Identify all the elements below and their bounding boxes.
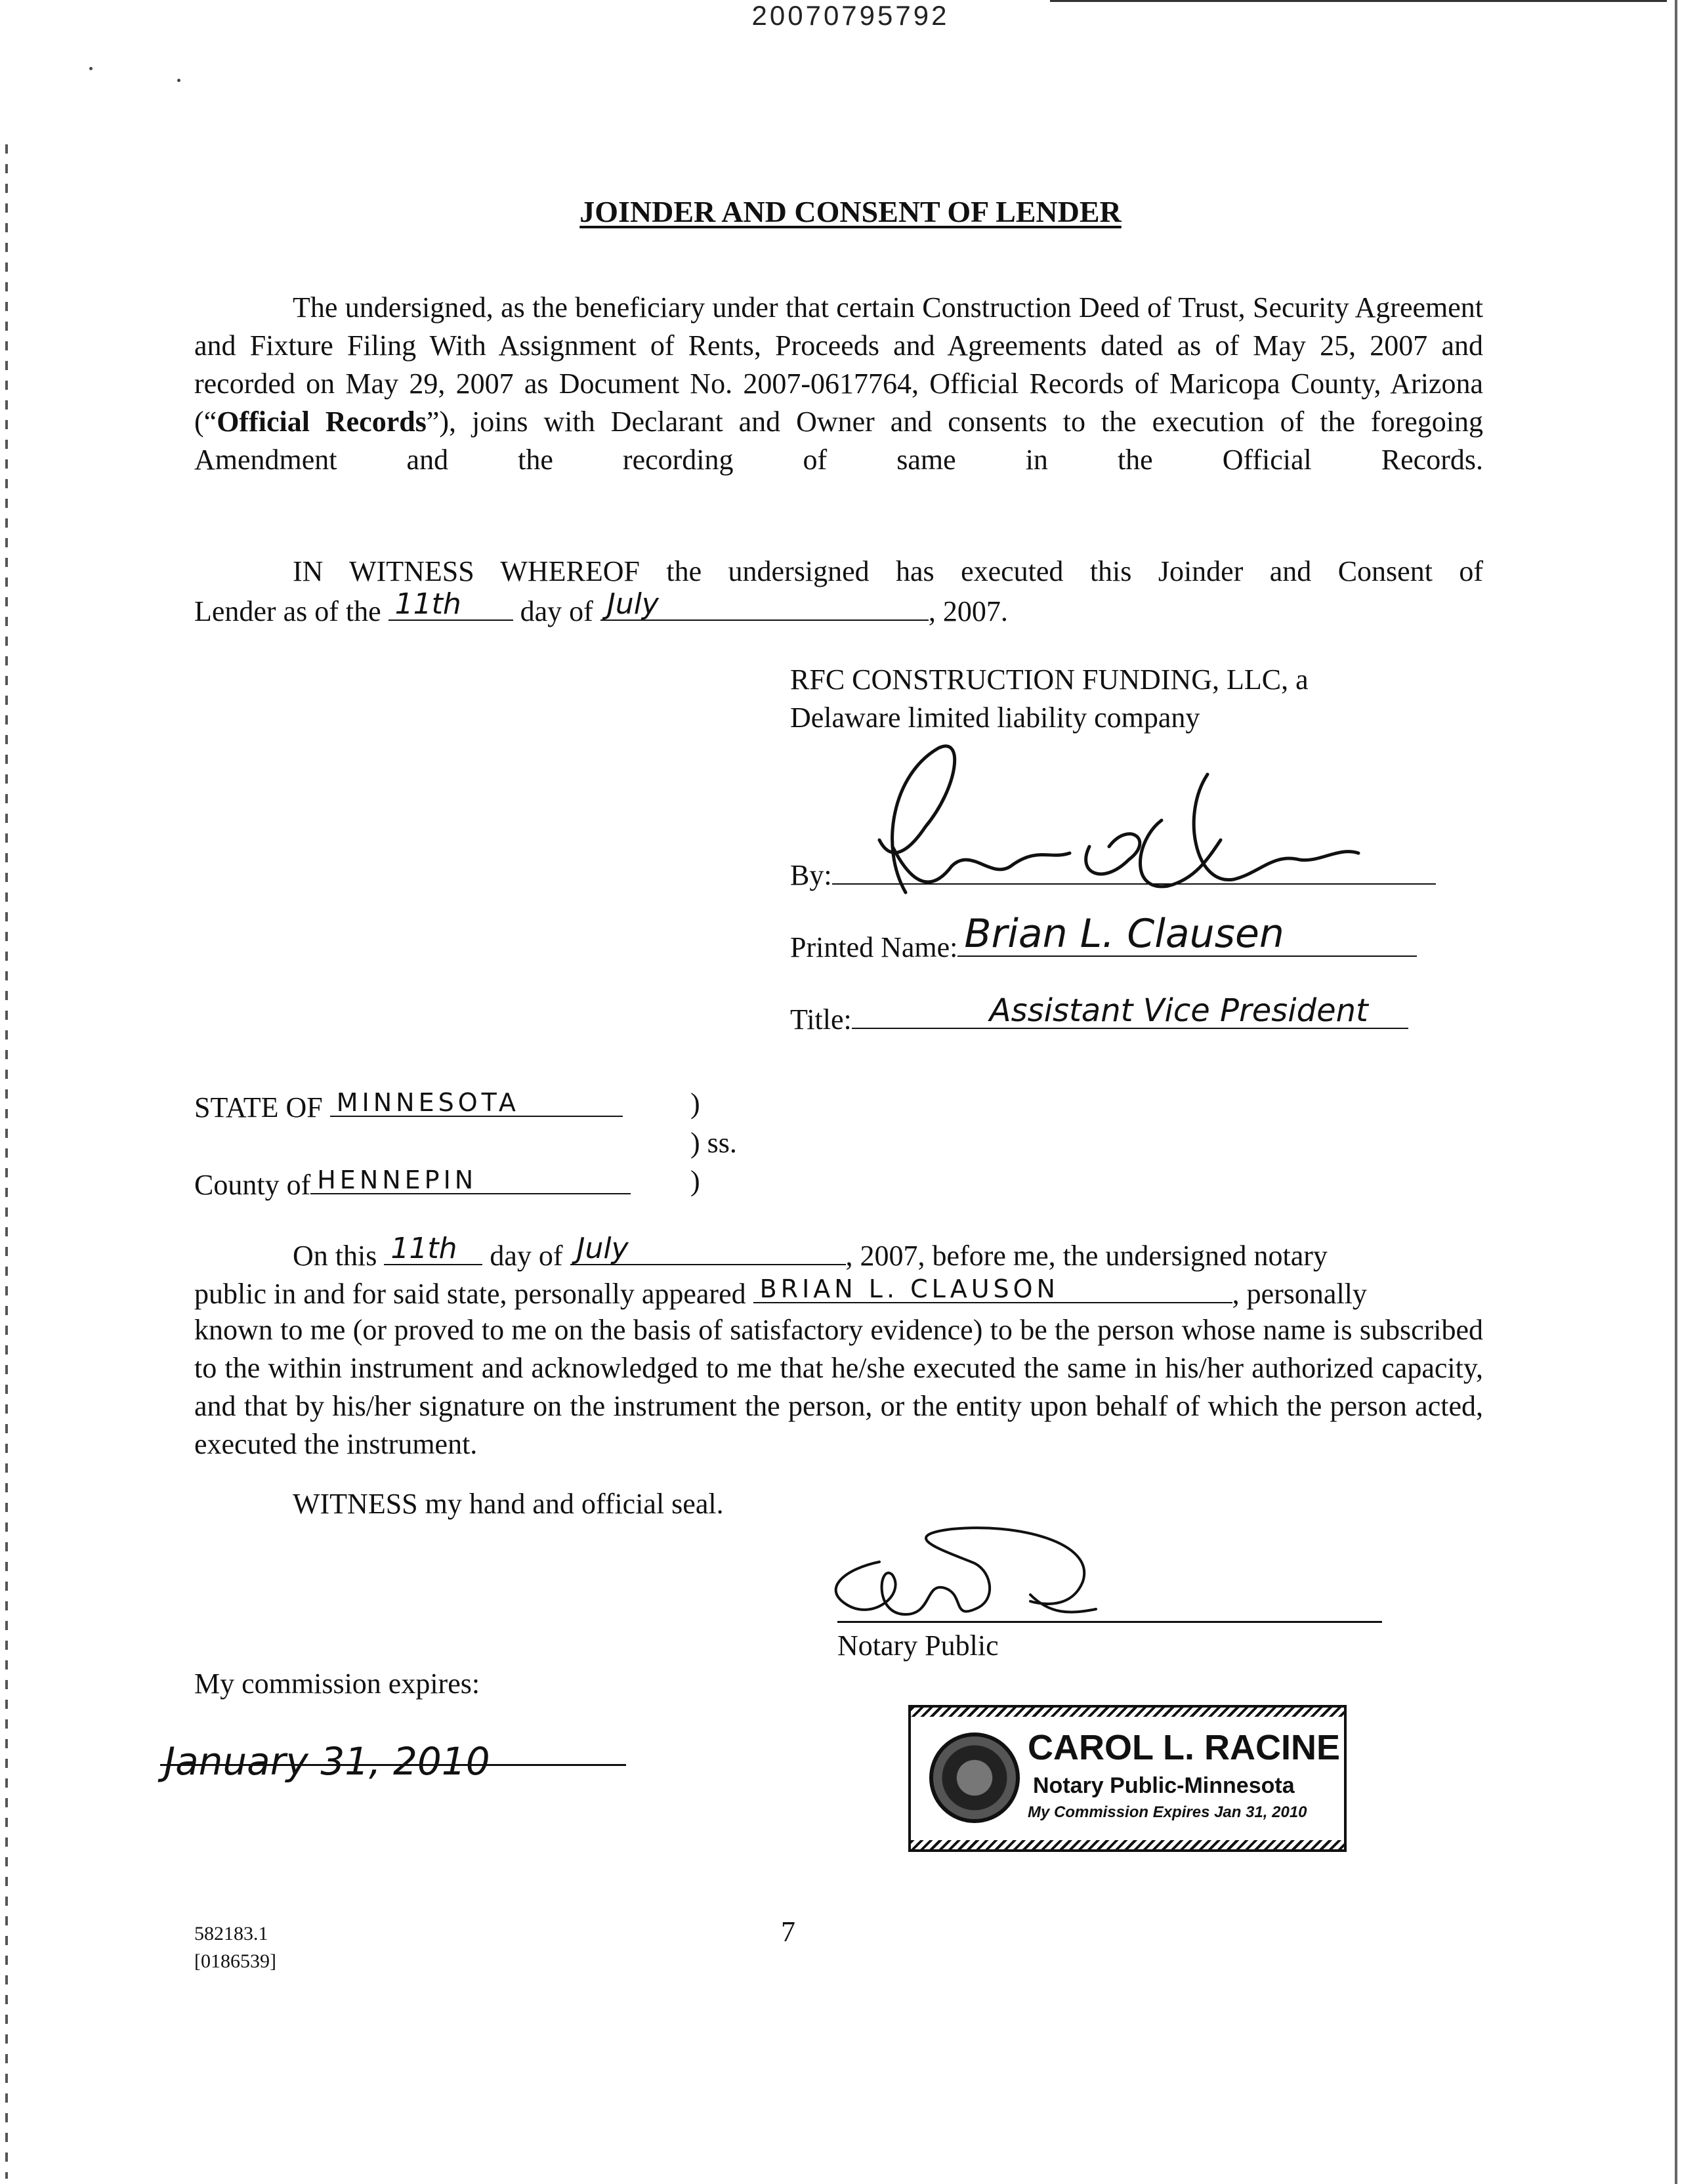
left-edge-marks — [5, 144, 8, 2179]
printed-name-line — [790, 911, 1417, 964]
witness-clause-text: IN WITNESS WHEREOF the undersigned has executed this Joinder and Consent of — [293, 555, 1483, 587]
printed-name-label: Printed Name: — [790, 931, 958, 963]
printed-name-blank — [957, 911, 1417, 957]
ack-after-month: , 2007, before me, the undersigned notary — [845, 1240, 1328, 1272]
stamp-expiration: My Commission Expires Jan 31, 2010 — [1028, 1803, 1307, 1821]
handwritten-state: MINNESOTA — [336, 1088, 520, 1117]
ack-day-blank — [384, 1232, 482, 1265]
appeared-name-blank — [753, 1273, 1232, 1303]
lender-name-line2: Delaware limited liability company — [790, 702, 1200, 734]
state-line — [194, 1087, 623, 1124]
state-seal-icon — [929, 1732, 1020, 1823]
handwritten-day: 11th — [394, 587, 461, 621]
by-label: By: — [790, 859, 832, 891]
stamp-border-top — [911, 1708, 1344, 1717]
ack-line2-suffix: , personally — [1232, 1278, 1367, 1310]
title-line — [790, 992, 1408, 1036]
title-label: Title: — [790, 1003, 852, 1036]
venue-paren-1: ) — [690, 1087, 700, 1120]
county-blank — [310, 1164, 631, 1194]
paragraph-text-a: The undersigned, as the beneficiary under that certain Construction Deed of Trust, Security Agreement and Fixture Filing With Assignment of Rents, Proceeds and Agreements dated as of May 25, 2007 and recorded on May 29, 2007 as Document No. 2007-0617764, Official Records of Maricopa County, Arizona (“ — [194, 291, 1483, 438]
ack-line2-prefix: public in and for said state, personally appeared — [194, 1278, 746, 1310]
title-blank — [852, 992, 1408, 1029]
notary-signature-image — [820, 1522, 1122, 1634]
notary-signature-rule — [837, 1621, 1382, 1623]
notary-public-label: Notary Public — [837, 1629, 999, 1662]
consent-paragraph — [194, 289, 1483, 479]
day-blank — [388, 587, 513, 621]
witness-prefix: Lender as of the — [194, 595, 381, 627]
handwritten-month: July — [606, 587, 659, 621]
on-this-label: On this — [293, 1240, 377, 1272]
witness-clause-line2 — [194, 587, 1008, 628]
document-title: JOINDER AND CONSENT OF LENDER — [579, 195, 1122, 228]
commission-label: My commission expires: — [194, 1668, 480, 1700]
page-number: 7 — [781, 1916, 795, 1948]
scan-speck — [89, 67, 93, 70]
month-blank — [600, 587, 929, 621]
lender-signature-image — [853, 735, 1365, 906]
ack-day-of: day of — [490, 1240, 563, 1272]
county-line — [194, 1164, 631, 1202]
lender-name-line1: RFC CONSTRUCTION FUNDING, LLC, a — [790, 663, 1309, 696]
recording-number: 20070795792 — [751, 0, 950, 31]
witness-clause-line1 — [194, 553, 1483, 591]
paragraph-text-b: ”), joins with Declarant and Owner and consents to the execution of the foregoing Amendment and the recording of same in the Official Records. — [194, 406, 1483, 476]
ack-body: known to me (or proved to me on the basis of satisfactory evidence) to be the person whose name is subscribed to the within instrument and acknowledged to me that he/she executed the same in his/her authorized capacity, and that by his/her signature on the instrument the person, or the entity upon behalf of which the person acted, executed the instrument. — [194, 1314, 1483, 1460]
paragraph-bold-term: Official Records — [217, 406, 427, 438]
witness-seal-line: WITNESS my hand and official seal. — [293, 1488, 724, 1520]
handwritten-appeared-name: BRIAN L. CLAUSON — [759, 1274, 1059, 1303]
handwritten-county: HENNEPIN — [317, 1166, 478, 1194]
handwritten-commission-date: January 31, 2010 — [164, 1739, 490, 1784]
handwritten-title: Assistant Vice President — [989, 992, 1368, 1029]
handwritten-printed-name: Brian L. Clausen — [964, 911, 1284, 957]
stamp-notary-title: Notary Public-Minnesota — [1033, 1773, 1295, 1798]
venue-ss: ) ss. — [690, 1127, 737, 1159]
stamp-border-bottom — [911, 1840, 1344, 1849]
scan-speck — [177, 79, 180, 82]
county-label: County of — [194, 1169, 311, 1201]
witness-suffix: , 2007. — [928, 595, 1008, 627]
handwritten-ack-day: 11th — [390, 1232, 457, 1265]
notary-stamp — [908, 1705, 1347, 1852]
day-of-label: day of — [520, 595, 593, 627]
state-blank — [330, 1087, 623, 1117]
footer-client-ref: [0186539] — [194, 1950, 276, 1972]
handwritten-ack-month: July — [576, 1232, 629, 1265]
venue-paren-2: ) — [690, 1165, 700, 1197]
ack-line2 — [194, 1273, 1367, 1311]
ack-line1 — [293, 1232, 1328, 1272]
footer-doc-ref: 582183.1 — [194, 1923, 268, 1944]
right-edge-line — [1675, 0, 1677, 2184]
stamp-notary-name: CAROL L. RACINE — [1028, 1728, 1341, 1767]
ack-month-blank — [570, 1232, 846, 1265]
state-label: STATE OF — [194, 1091, 323, 1124]
